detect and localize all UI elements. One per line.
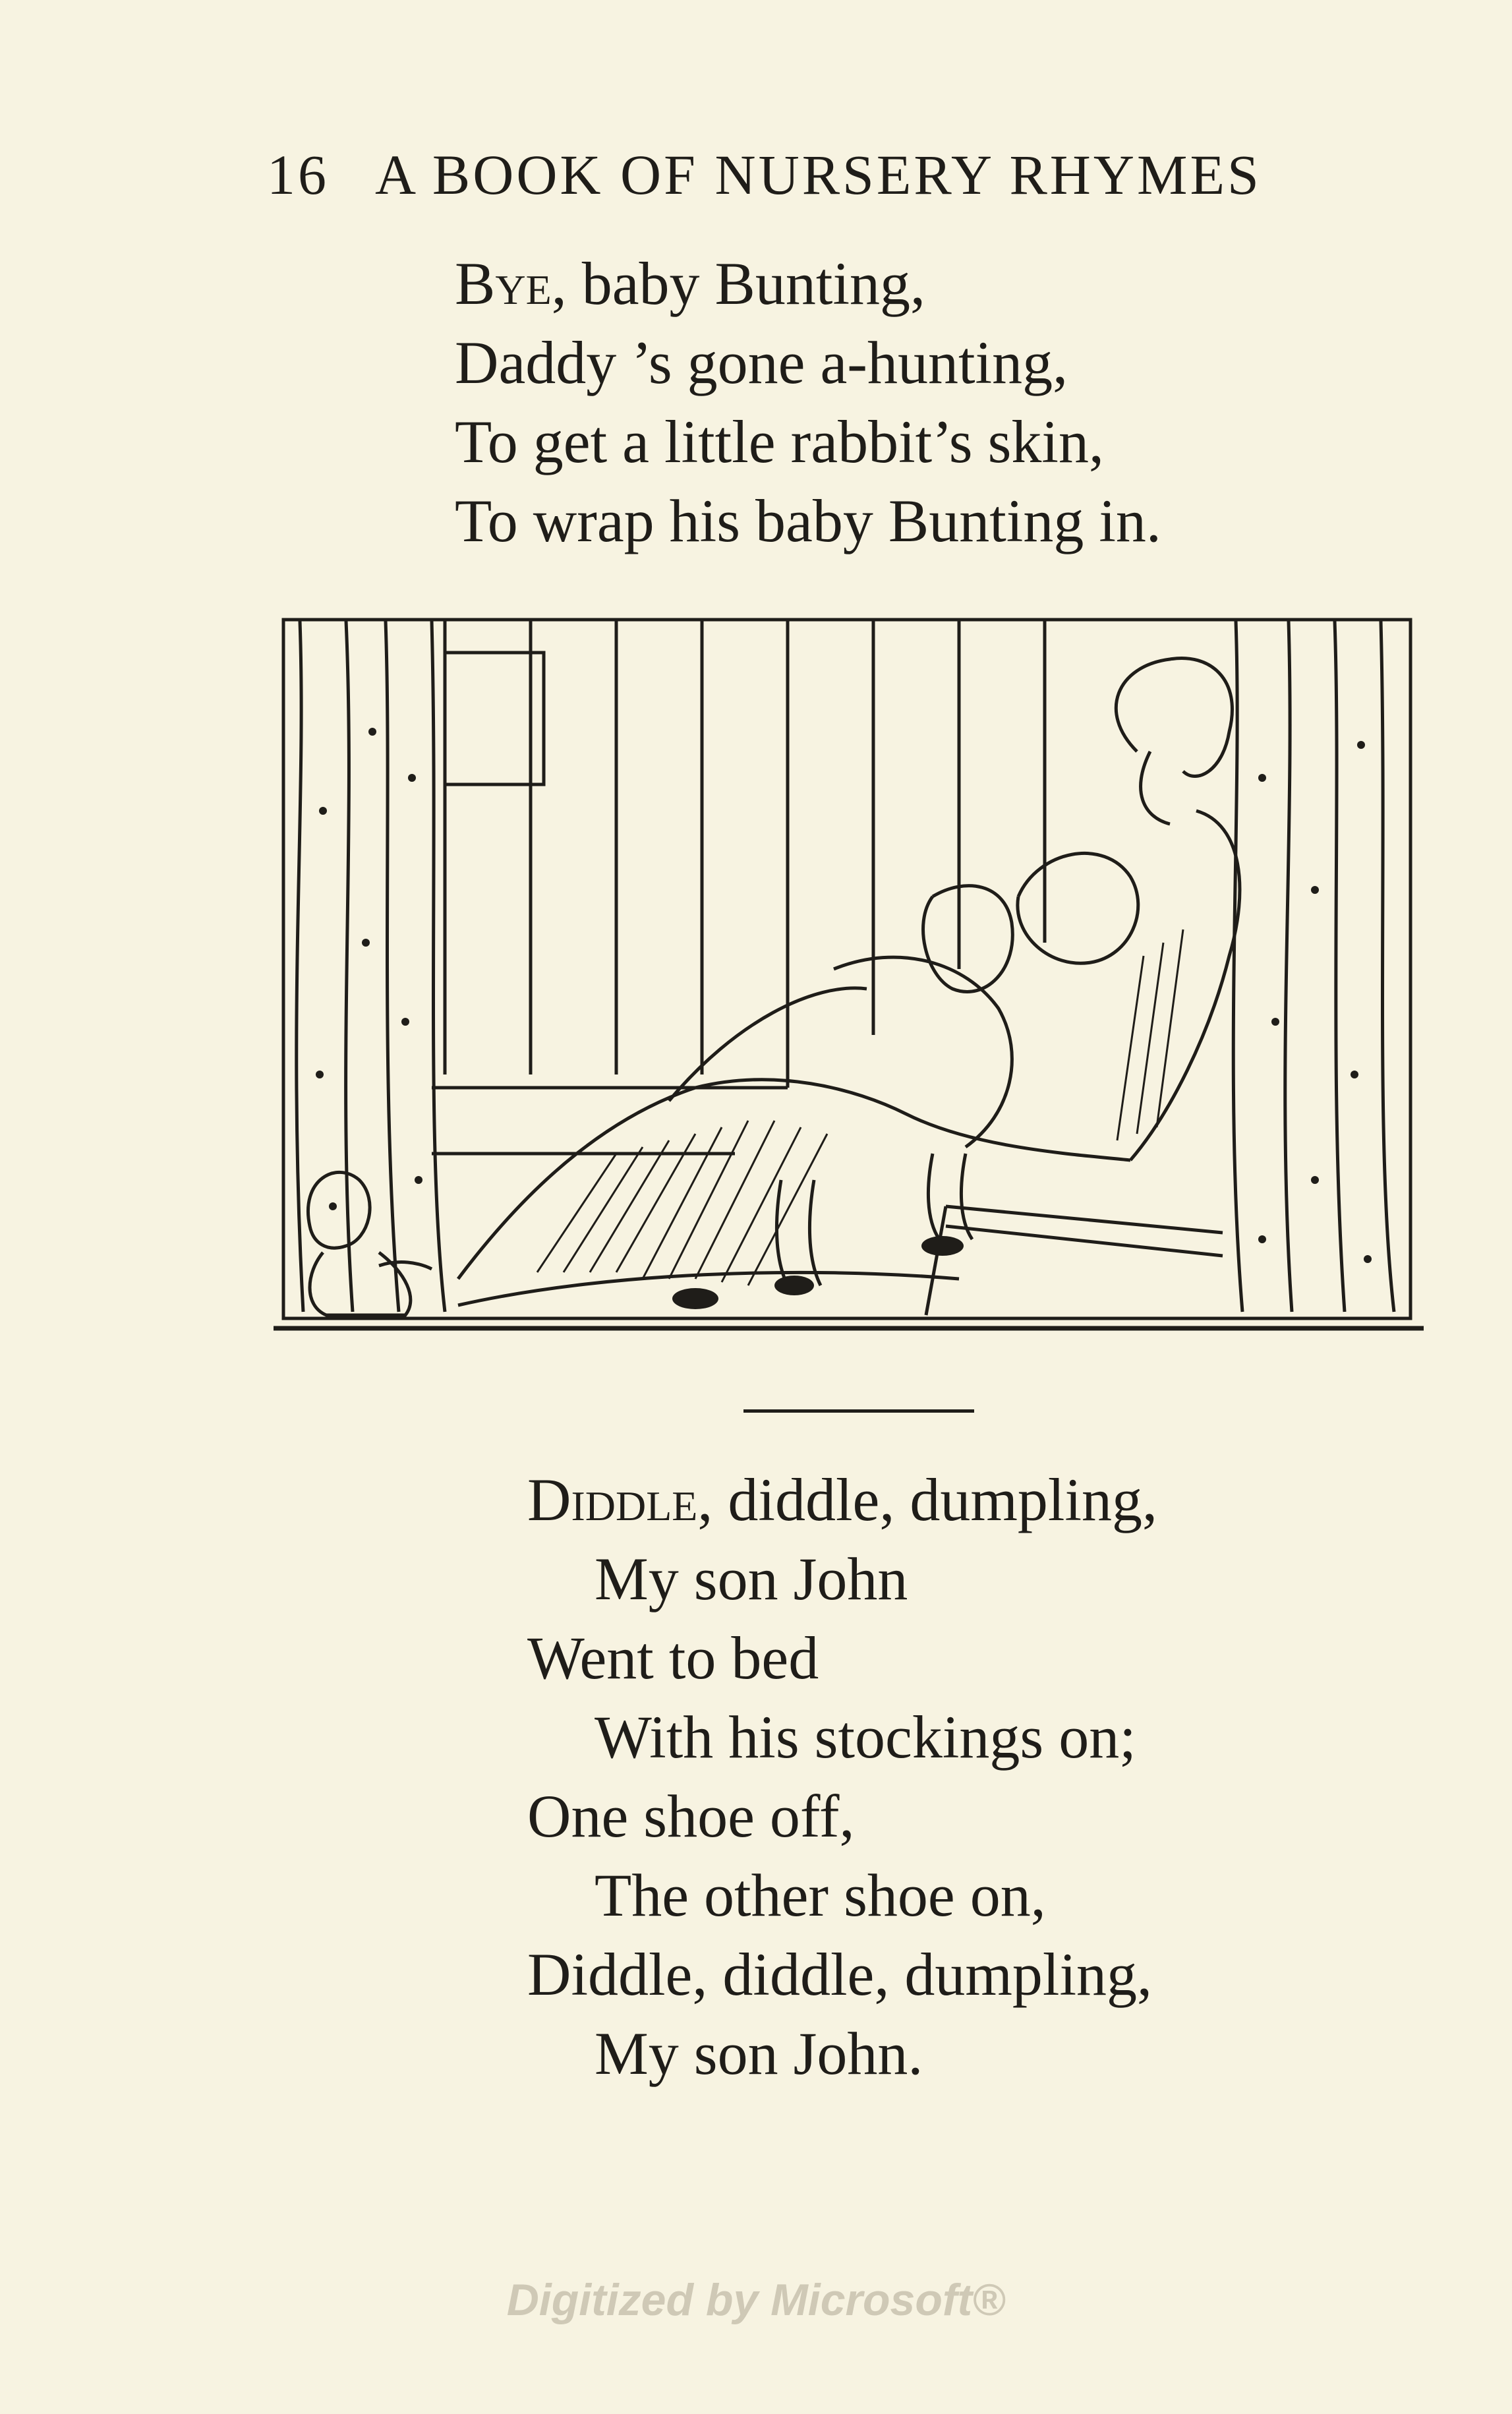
poem-line: Diddle, diddle, dumpling,	[527, 1466, 1158, 1533]
poem-line: The other shoe on,	[595, 1862, 1046, 1929]
rhyme-bye-baby-bunting	[455, 244, 1161, 560]
first-word: Diddle	[527, 1466, 698, 1533]
poem-line: Daddy ’s gone a-hunting,	[455, 329, 1068, 396]
running-title: A BOOK OF NURSERY RHYMES	[375, 143, 1262, 206]
poem-line: To wrap his baby Bunting in.	[455, 487, 1161, 554]
poem-line: One shoe off,	[527, 1782, 855, 1850]
poem-line: Bye, baby Bunting,	[455, 250, 926, 317]
page-number: 16	[267, 143, 329, 206]
rhyme-diddle-dumpling	[527, 1460, 1157, 2093]
first-word: Bye	[455, 250, 552, 317]
poem-line: To get a little rabbit’s skin,	[455, 408, 1104, 475]
mother-and-baby-illustration	[274, 613, 1434, 1355]
poem-line: My son John	[595, 1545, 908, 1612]
digitization-watermark: Digitized by Microsoft®	[506, 2275, 1006, 2325]
poem-line: My son John.	[595, 2020, 923, 2087]
poem-line: Went to bed	[527, 1624, 819, 1692]
poem-line: With his stockings on;	[595, 1703, 1136, 1771]
section-divider	[743, 1409, 974, 1413]
running-header	[267, 142, 1387, 208]
poem-line: Diddle, diddle, dumpling,	[527, 1941, 1153, 2008]
